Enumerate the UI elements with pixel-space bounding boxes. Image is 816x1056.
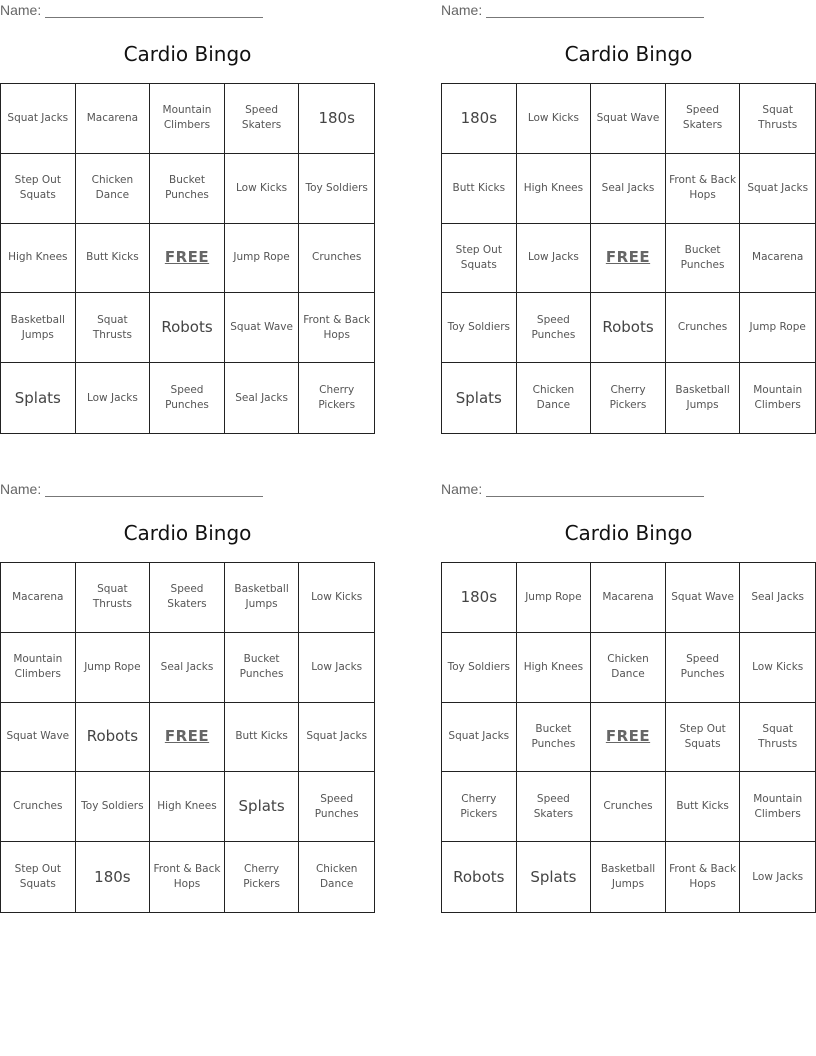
bingo-cell[interactable]: Step Out Squats (442, 224, 517, 294)
bingo-cell[interactable]: Macarena (591, 563, 666, 633)
bingo-cell[interactable]: Squat Thrusts (740, 703, 815, 773)
name-field[interactable] (0, 481, 263, 497)
bingo-cell[interactable]: High Knees (150, 772, 225, 842)
bingo-cell[interactable]: Robots (76, 703, 151, 773)
name-label: Name: (0, 2, 42, 18)
card-title: Cardio Bingo (564, 521, 693, 545)
bingo-cell[interactable]: Low Kicks (517, 84, 592, 154)
bingo-cell[interactable]: Low Jacks (517, 224, 592, 294)
card-title: Cardio Bingo (123, 42, 252, 66)
name-line[interactable] (45, 3, 263, 18)
bingo-cell[interactable]: Bucket Punches (225, 633, 300, 703)
bingo-cell[interactable]: Front & Back Hops (666, 842, 741, 912)
name-label: Name: (441, 2, 483, 18)
bingo-cell[interactable]: Speed Skaters (517, 772, 592, 842)
bingo-cell[interactable]: High Knees (517, 154, 592, 224)
free-space[interactable]: FREE (150, 224, 225, 294)
bingo-cell[interactable]: Squat Jacks (299, 703, 374, 773)
bingo-cell[interactable]: Macarena (740, 224, 815, 294)
bingo-cell[interactable]: Butt Kicks (666, 772, 741, 842)
bingo-cell[interactable]: 180s (76, 842, 151, 912)
bingo-cell[interactable]: Crunches (666, 293, 741, 363)
free-space[interactable]: FREE (591, 703, 666, 773)
bingo-cell[interactable]: Robots (591, 293, 666, 363)
bingo-cell[interactable]: Chicken Dance (591, 633, 666, 703)
bingo-cell[interactable]: Front & Back Hops (150, 842, 225, 912)
bingo-cell[interactable]: Basketball Jumps (666, 363, 741, 433)
bingo-cell[interactable]: Squat Thrusts (76, 293, 151, 363)
bingo-cell[interactable]: Squat Jacks (1, 84, 76, 154)
name-field[interactable] (441, 481, 704, 497)
card-title: Cardio Bingo (564, 42, 693, 66)
bingo-cell[interactable]: Low Kicks (299, 563, 374, 633)
bingo-cell[interactable]: Mountain Climbers (1, 633, 76, 703)
bingo-cell[interactable]: Toy Soldiers (442, 633, 517, 703)
bingo-cell[interactable]: Mountain Climbers (150, 84, 225, 154)
bingo-cell[interactable]: Speed Skaters (666, 84, 741, 154)
bingo-cell[interactable]: Macarena (76, 84, 151, 154)
bingo-cell[interactable]: Cherry Pickers (225, 842, 300, 912)
bingo-cell[interactable]: Splats (225, 772, 300, 842)
bingo-cell[interactable]: Speed Skaters (150, 563, 225, 633)
name-line[interactable] (486, 3, 704, 18)
bingo-cell[interactable]: Jump Rope (76, 633, 151, 703)
bingo-cell[interactable]: High Knees (517, 633, 592, 703)
name-field[interactable] (441, 2, 704, 18)
bingo-cell[interactable]: Step Out Squats (666, 703, 741, 773)
bingo-cell[interactable]: Step Out Squats (1, 842, 76, 912)
bingo-cell[interactable]: Squat Thrusts (740, 84, 815, 154)
name-label: Name: (441, 481, 483, 497)
free-space[interactable]: FREE (150, 703, 225, 773)
bingo-cell[interactable]: 180s (299, 84, 374, 154)
bingo-cell[interactable]: Squat Jacks (442, 703, 517, 773)
bingo-cell[interactable]: Mountain Climbers (753, 384, 803, 412)
bingo-cell[interactable]: Bucket Punches (666, 224, 741, 294)
bingo-cell[interactable]: Toy Soldiers (299, 154, 374, 224)
bingo-cell[interactable]: Seal Jacks (225, 363, 300, 433)
bingo-cell[interactable]: Splats (1, 363, 76, 433)
bingo-cell[interactable]: Front & Back Hops (299, 293, 374, 363)
bingo-cell[interactable]: Low Kicks (225, 154, 300, 224)
bingo-cell[interactable]: Robots (150, 293, 225, 363)
bingo-card-4 (441, 479, 816, 914)
bingo-cell[interactable]: Chicken Dance (76, 154, 151, 224)
bingo-cell[interactable]: Low Kicks (740, 633, 815, 703)
bingo-cell[interactable]: Mountain Climbers (740, 772, 815, 842)
bingo-grid (0, 562, 375, 913)
bingo-cell[interactable]: High Knees (1, 224, 76, 294)
name-line[interactable] (45, 482, 263, 497)
bingo-cell[interactable]: Squat Wave (225, 293, 300, 363)
bingo-cell[interactable]: Jump Rope (517, 563, 592, 633)
bingo-cell[interactable]: Step Out Squats (1, 154, 76, 224)
bingo-cell[interactable]: Chicken Dance (517, 363, 592, 433)
bingo-cell[interactable]: Basketball Jumps (1, 293, 76, 363)
bingo-cell[interactable]: Squat Thrusts (76, 563, 151, 633)
bingo-cell[interactable]: Chicken Dance (315, 863, 358, 891)
card-title: Cardio Bingo (123, 521, 252, 545)
bingo-cell[interactable]: 180s (442, 84, 517, 154)
bingo-cell[interactable]: Squat Jacks (740, 154, 815, 224)
bingo-cell[interactable]: Front & Back Hops (666, 154, 741, 224)
bingo-cell[interactable]: Toy Soldiers (442, 293, 517, 363)
bingo-cell[interactable]: Squat Wave (666, 563, 741, 633)
name-label: Name: (0, 481, 42, 497)
name-line[interactable] (486, 482, 704, 497)
name-field[interactable] (0, 2, 263, 18)
bingo-cell[interactable]: Squat Wave (591, 84, 666, 154)
bingo-cell[interactable]: Splats (442, 363, 517, 433)
bingo-cell[interactable]: Butt Kicks (76, 224, 151, 294)
bingo-cell[interactable]: Speed Punches (150, 363, 225, 433)
bingo-cell[interactable]: Jump Rope (225, 224, 300, 294)
bingo-cell[interactable]: Butt Kicks (225, 703, 300, 773)
bingo-cell[interactable]: Low Jacks (752, 870, 804, 883)
bingo-cell[interactable]: Seal Jacks (591, 154, 666, 224)
bingo-cell[interactable]: Speed Punches (299, 772, 374, 842)
free-space[interactable]: FREE (591, 224, 666, 294)
bingo-cell[interactable]: Cherry Pickers (591, 363, 666, 433)
bingo-cell[interactable]: Low Jacks (76, 363, 151, 433)
bingo-grid (441, 562, 816, 913)
bingo-cell[interactable]: Basketball Jumps (591, 842, 666, 912)
bingo-cell[interactable]: Cherry Pickers (318, 384, 356, 412)
bingo-grid (0, 83, 375, 434)
bingo-cell[interactable]: Basketball Jumps (225, 563, 300, 633)
bingo-cell[interactable]: Seal Jacks (740, 563, 815, 633)
bingo-cell[interactable]: Speed Skaters (225, 84, 300, 154)
bingo-cell[interactable]: Speed Punches (666, 633, 741, 703)
bingo-cell[interactable]: Low Jacks (299, 633, 374, 703)
bingo-cell[interactable]: Seal Jacks (150, 633, 225, 703)
bingo-cell[interactable]: Toy Soldiers (76, 772, 151, 842)
bingo-cell[interactable]: Jump Rope (740, 293, 815, 363)
bingo-cell[interactable]: Crunches (1, 772, 76, 842)
bingo-grid (441, 83, 816, 434)
bingo-cell[interactable]: Robots (442, 842, 517, 912)
bingo-cell[interactable]: Speed Punches (517, 293, 592, 363)
bingo-card-2 (441, 0, 816, 435)
bingo-cell[interactable]: Crunches (591, 772, 666, 842)
bingo-cell[interactable]: Squat Wave (1, 703, 76, 773)
bingo-cell[interactable]: Butt Kicks (442, 154, 517, 224)
bingo-cell[interactable]: Splats (517, 842, 592, 912)
bingo-card-3 (0, 479, 375, 914)
bingo-cell[interactable]: 180s (442, 563, 517, 633)
bingo-cell[interactable]: Bucket Punches (517, 703, 592, 773)
bingo-cell[interactable]: Cherry Pickers (442, 772, 517, 842)
bingo-card-1 (0, 0, 375, 435)
bingo-cell[interactable]: Crunches (299, 224, 374, 294)
bingo-cell[interactable]: Bucket Punches (150, 154, 225, 224)
bingo-cell[interactable]: Macarena (1, 563, 76, 633)
